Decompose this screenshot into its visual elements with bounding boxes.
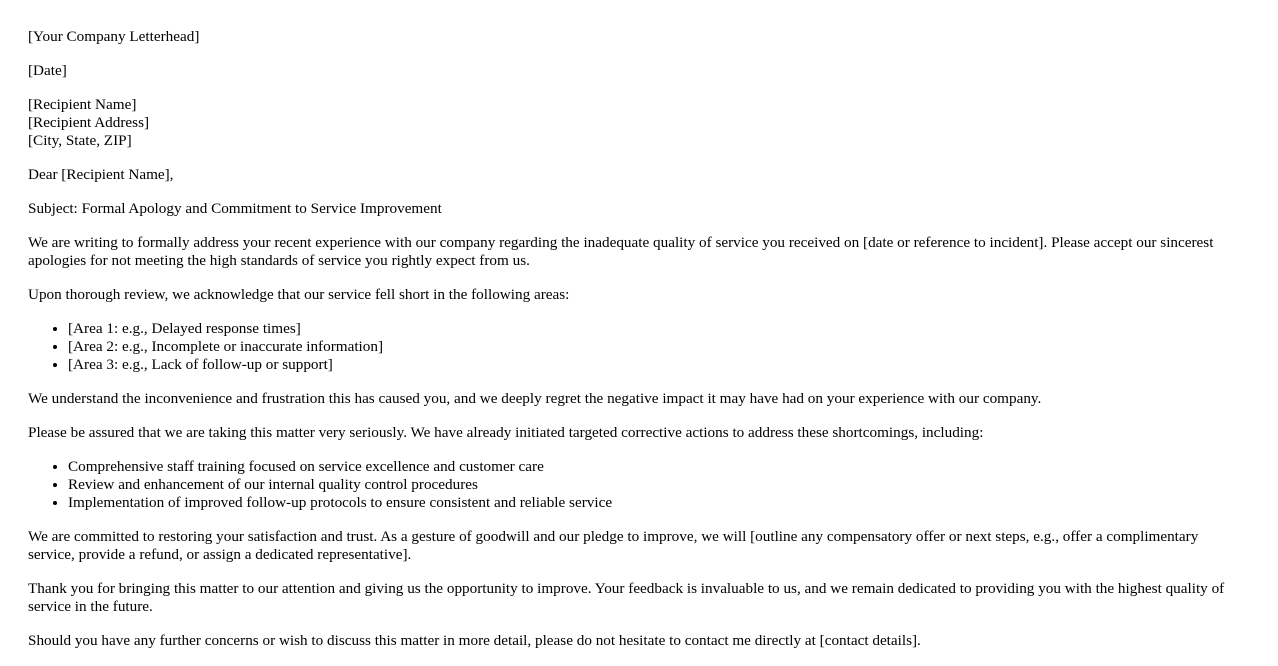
corrective-actions-list: [28, 458, 1238, 512]
letter-body: [28, 28, 1238, 666]
actions-paragraph: Please be assured that we are taking this matter very seriously. We have already initiated targeted corrective actions to address these shortcomings, including:: [28, 424, 984, 441]
recipient-block: [28, 96, 1238, 150]
thanks-paragraph: Thank you for bringing this matter to our attention and giving us the opportunity to improve. Your feedback is invaluable to us, and we remain dedicated to providing you with the highest quality of service in the future.: [28, 580, 1225, 615]
shortfall-areas-list: [28, 320, 1238, 374]
intro-paragraph: We are writing to formally address your recent experience with our company regarding the inadequate quality of service you received on [date or reference to incident]. Please accept our sincerest apologies for not meeting the high standards of service you rightly expect from us.: [28, 234, 1214, 269]
subject-line: Subject: Formal Apology and Commitment to Service Improvement: [28, 200, 442, 217]
review-paragraph: Upon thorough review, we acknowledge that our service fell short in the following areas:: [28, 286, 570, 303]
list-item: • [Area 2: e.g., Incomplete or inaccurate information]: [68, 338, 1238, 356]
company-letterhead: [Your Company Letterhead]: [28, 28, 200, 45]
contact-paragraph: Should you have any further concerns or wish to discuss this matter in more detail, please do not hesitate to contact me directly at [contact details].: [28, 632, 921, 649]
list-item: • [Area 3: e.g., Lack of follow-up or support]: [68, 356, 1238, 374]
recipient-city: [City, State, ZIP]: [28, 132, 132, 149]
recipient-address: [Recipient Address]: [28, 114, 150, 131]
commitment-paragraph: We are committed to restoring your satisfaction and trust. As a gesture of goodwill and our pledge to improve, we will [outline any compensatory offer or next steps, e.g., offer a complimentary service, provide a refund, or assign a dedicated representative].: [28, 528, 1199, 563]
salutation: Dear [Recipient Name],: [28, 166, 174, 183]
list-item: • Review and enhancement of our internal quality control procedures: [68, 476, 1238, 494]
list-item: • [Area 1: e.g., Delayed response times]: [68, 320, 1238, 338]
list-item: • Implementation of improved follow-up protocols to ensure consistent and reliable service: [68, 494, 1238, 512]
list-item: • Comprehensive staff training focused on service excellence and customer care: [68, 458, 1238, 476]
letter-date: [Date]: [28, 62, 67, 79]
recipient-name: [Recipient Name]: [28, 96, 137, 113]
regret-paragraph: We understand the inconvenience and frustration this has caused you, and we deeply regret the negative impact it may have had on your experience with our company.: [28, 390, 1042, 407]
